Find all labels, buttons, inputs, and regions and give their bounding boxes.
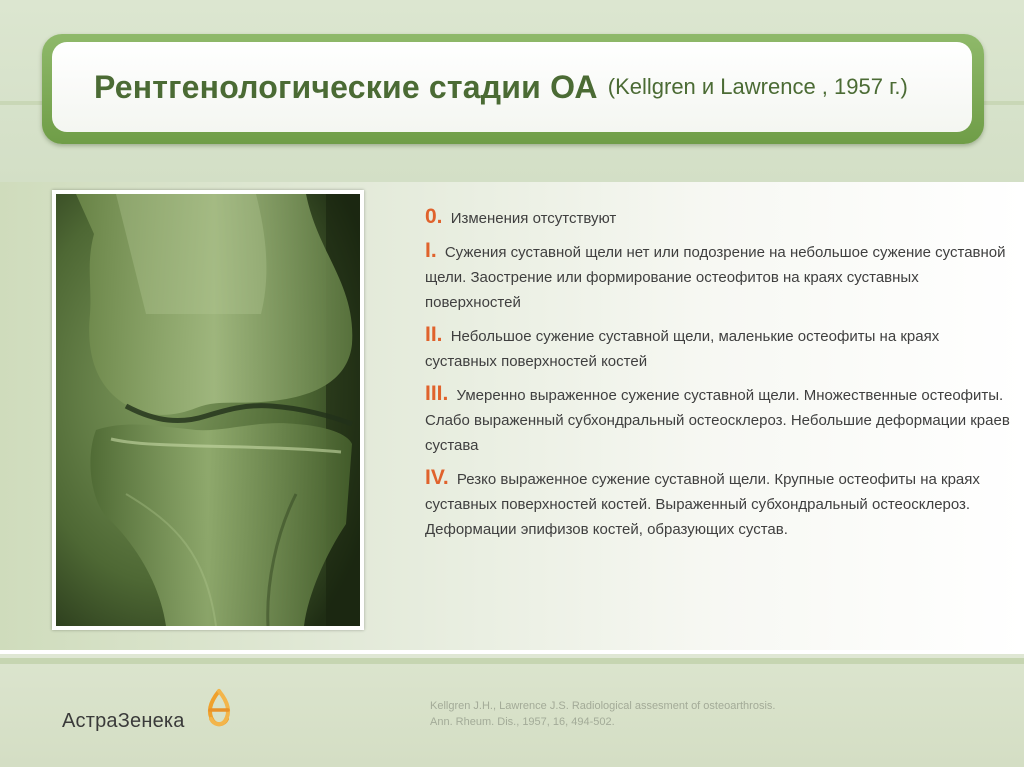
knee-xray-image — [56, 194, 360, 626]
xray-frame — [52, 190, 364, 630]
footer-divider-light — [0, 650, 1024, 654]
stage-description: Сужения суставной щели нет или подозрение на небольшое сужение суставной щели. Заострение или формирование остеофитов на краях суставных поверхностей — [425, 244, 1006, 311]
title-panel — [52, 42, 972, 132]
stage-numeral: III. — [425, 382, 449, 405]
slide-title-source: (Kellgren и Lawrence , 1957 г.) — [607, 74, 908, 99]
stage-1 — [425, 238, 1015, 315]
stage-numeral: I. — [425, 239, 437, 262]
reference-citation — [430, 698, 850, 730]
stage-2 — [425, 322, 1015, 374]
stage-4 — [425, 465, 1015, 542]
stages-list — [425, 204, 1015, 549]
header-rule-left — [0, 101, 42, 105]
header-rule-right — [984, 101, 1024, 105]
stage-3 — [425, 381, 1015, 458]
slide-title: Рентгенологические стадии ОА — [94, 68, 598, 105]
stage-numeral: IV. — [425, 466, 449, 489]
astrazeneca-logo — [62, 684, 252, 744]
logo-text: АстраЗенека — [62, 710, 185, 732]
reference-line: Kellgren J.H., Lawrence J.S. Radiological assesment of osteoarthrosis. — [430, 700, 776, 712]
stage-description: Небольшое сужение суставной щели, маленькие остеофиты на краях суставных поверхностей костей — [425, 328, 940, 370]
stage-description: Изменения отсутствуют — [450, 210, 617, 227]
stage-description: Резко выраженное сужение суставной щели. Крупные остеофиты на краях суставных поверхностей костей. Выраженный субхондральный остеосклероз. Деформации эпифизов костей, образующих сустав. — [425, 471, 980, 538]
stage-numeral: 0. — [425, 205, 443, 228]
title-bar — [42, 34, 984, 144]
astrazeneca-logo-icon — [202, 688, 236, 728]
stage-description: Умеренно выраженное сужение суставной щели. Множественные остеофиты. Слабо выраженный субхондральный остеосклероз. Небольшие деформации краев сустава — [425, 387, 1010, 454]
reference-line: Ann. Rheum. Dis., 1957, 16, 494-502. — [430, 716, 615, 728]
stage-numeral: II. — [425, 323, 443, 346]
stage-0 — [425, 204, 1015, 231]
